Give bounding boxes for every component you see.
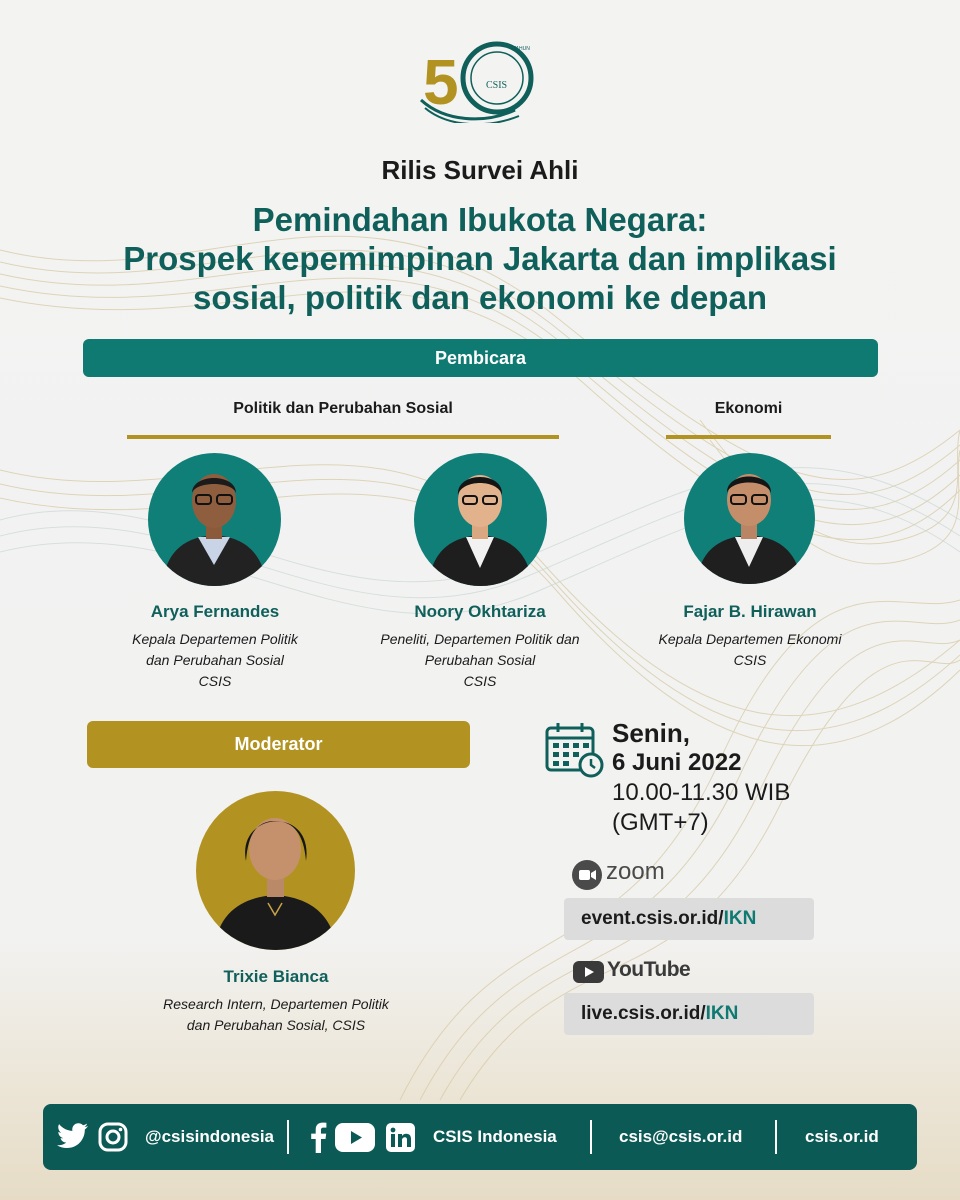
footer-page-name[interactable]: CSIS Indonesia xyxy=(433,1127,557,1146)
moderator-photo xyxy=(196,791,355,950)
moderator-role-line-1: Research Intern, Departemen Politik xyxy=(163,996,389,1012)
speaker-role-2-line-2: Perubahan Sosial xyxy=(424,652,536,668)
youtube-label: YouTube xyxy=(607,958,691,981)
schedule-timezone: (GMT+7) xyxy=(612,809,709,836)
youtube-link[interactable] xyxy=(564,993,814,1035)
youtube-link-path: IKN xyxy=(705,1003,739,1024)
instagram-icon[interactable] xyxy=(98,1122,128,1152)
zoom-link[interactable] xyxy=(564,898,814,940)
speaker-role-3-line-1: Kepala Departemen Ekonomi xyxy=(658,631,842,647)
footer-email[interactable]: csis@csis.or.id xyxy=(619,1127,743,1146)
moderator-role xyxy=(130,994,422,1036)
speaker-role-2-line-3: CSIS xyxy=(463,673,497,689)
event-subtitle: Rilis Survei Ahli xyxy=(381,155,579,185)
logo-tahun: TAHUN xyxy=(513,46,530,52)
moderator-banner: Moderator xyxy=(87,721,470,768)
schedule-day: Senin, xyxy=(612,718,691,748)
speaker-role-1-line-3: CSIS xyxy=(198,673,232,689)
csis-50-logo xyxy=(415,38,540,123)
youtube-icon[interactable] xyxy=(335,1123,375,1152)
footer-bar xyxy=(43,1104,917,1170)
footer-separator-1 xyxy=(287,1120,289,1154)
speaker-photo-arya xyxy=(148,453,281,586)
speaker-name-2: Noory Okhtariza xyxy=(414,602,546,621)
speaker-role-2 xyxy=(360,629,600,692)
speaker-photo-fajar xyxy=(684,453,815,584)
moderator-name: Trixie Bianca xyxy=(223,967,329,986)
youtube-link-base: live.csis.or.id/ xyxy=(581,1003,706,1024)
speaker-name-3: Fajar B. Hirawan xyxy=(683,602,817,621)
footer-website[interactable]: csis.or.id xyxy=(805,1127,879,1146)
schedule-date: 6 Juni 2022 xyxy=(612,749,742,776)
footer-handle[interactable]: @csisindonesia xyxy=(145,1127,275,1146)
zoom-link-base: event.csis.or.id/ xyxy=(581,908,724,929)
category-divider-politik xyxy=(127,435,559,439)
youtube-logo xyxy=(573,958,691,986)
category-divider-ekonomi xyxy=(666,435,831,439)
youtube-play-icon xyxy=(573,961,604,983)
zoom-label: zoom xyxy=(606,858,665,885)
schedule xyxy=(612,718,832,838)
svg-text:5: 5 xyxy=(423,46,459,118)
event-title xyxy=(30,200,930,317)
moderator-role-line-2: dan Perubahan Sosial, CSIS xyxy=(186,1017,366,1033)
speaker-role-3-line-2: CSIS xyxy=(733,652,767,668)
category-ekonomi: Ekonomi xyxy=(714,400,783,417)
speaker-name-1: Arya Fernandes xyxy=(150,602,280,621)
speaker-photo-noory xyxy=(414,453,547,586)
facebook-icon[interactable] xyxy=(309,1121,327,1153)
speaker-role-2-line-1: Peneliti, Departemen Politik dan xyxy=(380,631,580,647)
title-line-2: Prospek kepemimpinan Jakarta dan implikasi xyxy=(123,240,837,277)
speaker-role-1-line-1: Kepala Departemen Politik xyxy=(132,631,298,647)
category-politik: Politik dan Perubahan Sosial xyxy=(233,400,453,417)
title-line-1: Pemindahan Ibukota Negara: xyxy=(252,201,708,238)
speaker-role-1 xyxy=(95,629,335,692)
footer-separator-2 xyxy=(590,1120,592,1154)
footer-separator-3 xyxy=(775,1120,777,1154)
linkedin-icon[interactable] xyxy=(386,1123,415,1152)
logo-org: CSIS xyxy=(486,80,508,91)
speakers-banner: Pembicara xyxy=(83,339,878,377)
twitter-icon[interactable] xyxy=(57,1123,89,1150)
zoom-logo xyxy=(572,858,672,890)
zoom-link-path: IKN xyxy=(723,908,757,929)
speaker-role-3 xyxy=(630,629,870,671)
zoom-icon xyxy=(572,860,602,890)
calendar-clock-icon xyxy=(545,721,605,779)
speaker-role-1-line-2: dan Perubahan Sosial xyxy=(146,652,284,668)
title-line-3: sosial, politik dan ekonomi ke depan xyxy=(193,279,767,316)
schedule-time: 10.00-11.30 WIB xyxy=(612,779,791,806)
